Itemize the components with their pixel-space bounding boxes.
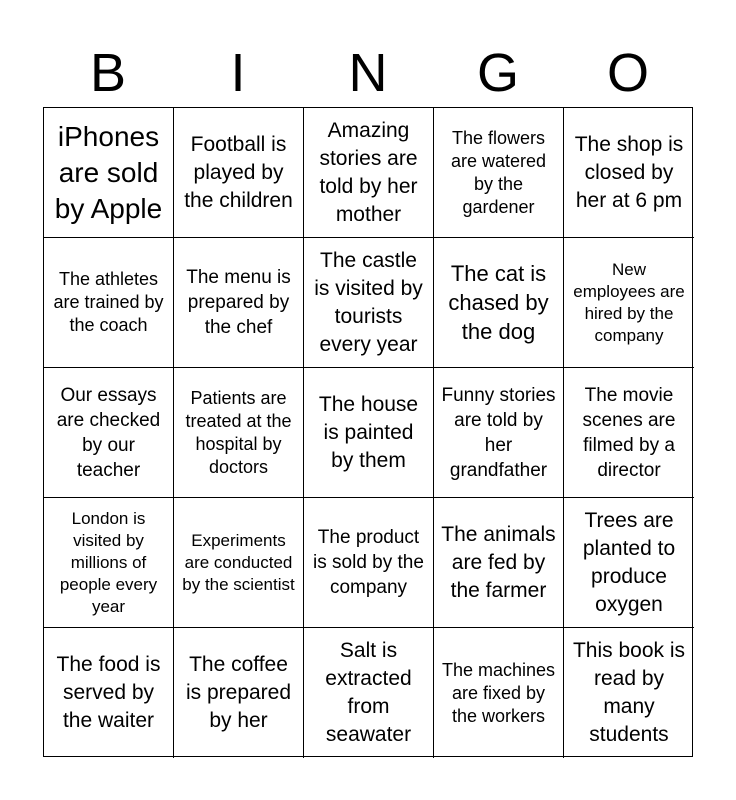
- bingo-cell-5-5[interactable]: [564, 628, 694, 758]
- bingo-cell-4-2[interactable]: [174, 498, 304, 628]
- cell-text: Trees are planted to produce oxygen: [582, 508, 676, 616]
- bingo-cell-3-3[interactable]: [304, 368, 434, 498]
- header-letter-b: B: [89, 43, 127, 103]
- cell-text: The coffee is prepared by her: [185, 653, 292, 732]
- cell-text: Experiments are conducted by the scientist: [182, 530, 295, 594]
- cell-text: Salt is extracted from seawater: [325, 639, 412, 746]
- cell-text: Amazing stories are told by her mother: [319, 118, 418, 226]
- bingo-cell-2-5[interactable]: [564, 238, 694, 368]
- cell-text: iPhones are sold by Apple: [54, 120, 163, 224]
- header-letter-o: O: [606, 43, 649, 103]
- bingo-cell-5-2[interactable]: [174, 628, 304, 758]
- bingo-cell-2-3[interactable]: [304, 238, 434, 368]
- bingo-cell-1-5[interactable]: [564, 108, 694, 238]
- bingo-cell-1-2[interactable]: [174, 108, 304, 238]
- cell-text: The machines are fixed by the workers: [441, 659, 556, 726]
- cell-text: The flowers are watered by the gardener: [450, 127, 547, 217]
- bingo-cell-3-2[interactable]: [174, 368, 304, 498]
- bingo-cell-3-5[interactable]: [564, 368, 694, 498]
- cell-text: Funny stories are told by her grandfather: [441, 384, 556, 481]
- cell-text: The menu is prepared by the chef: [186, 267, 291, 338]
- bingo-cell-4-1[interactable]: [44, 498, 174, 628]
- cell-text: The food is served by the waiter: [56, 653, 161, 732]
- bingo-cell-4-3[interactable]: [304, 498, 434, 628]
- bingo-cell-3-1[interactable]: [44, 368, 174, 498]
- cell-text: The product is sold by the company: [313, 527, 424, 598]
- bingo-cell-3-4[interactable]: [434, 368, 564, 498]
- bingo-cell-1-1[interactable]: [44, 108, 174, 238]
- cell-text: The shop is closed by her at 6 pm: [574, 132, 684, 212]
- bingo-cell-5-3[interactable]: [304, 628, 434, 758]
- bingo-cell-5-4[interactable]: [434, 628, 564, 758]
- bingo-cell-1-4[interactable]: [434, 108, 564, 238]
- cell-text: The movie scenes are filmed by a director: [582, 384, 676, 481]
- header-letter-i: I: [230, 43, 246, 103]
- cell-text: The cat is chased by the dog: [448, 261, 549, 344]
- bingo-header: [43, 40, 693, 106]
- cell-text: This book is read by many students: [572, 639, 686, 746]
- bingo-cell-2-1[interactable]: [44, 238, 174, 368]
- bingo-cell-5-1[interactable]: [44, 628, 174, 758]
- cell-text: London is visited by millions of people every year: [59, 508, 158, 616]
- cell-text: The animals are fed by the farmer: [441, 522, 556, 602]
- cell-text: The athletes are trained by the coach: [53, 269, 164, 335]
- bingo-cell-4-5[interactable]: [564, 498, 694, 628]
- cell-text: Our essays are checked by our teacher: [56, 384, 161, 481]
- bingo-cell-1-3[interactable]: [304, 108, 434, 238]
- cell-text: The castle is visited by tourists every year: [314, 248, 423, 356]
- bingo-grid: [43, 107, 693, 757]
- cell-text: The house is painted by them: [318, 392, 419, 472]
- header-letter-n: N: [348, 43, 388, 103]
- cell-text: Patients are treated at the hospital by doctors: [185, 387, 292, 477]
- bingo-cell-2-2[interactable]: [174, 238, 304, 368]
- cell-text: New employees are hired by the company: [573, 259, 685, 345]
- cell-text: Football is played by the children: [184, 132, 293, 212]
- header-letter-g: G: [476, 43, 519, 103]
- bingo-cell-4-4[interactable]: [434, 498, 564, 628]
- bingo-cell-2-4[interactable]: [434, 238, 564, 368]
